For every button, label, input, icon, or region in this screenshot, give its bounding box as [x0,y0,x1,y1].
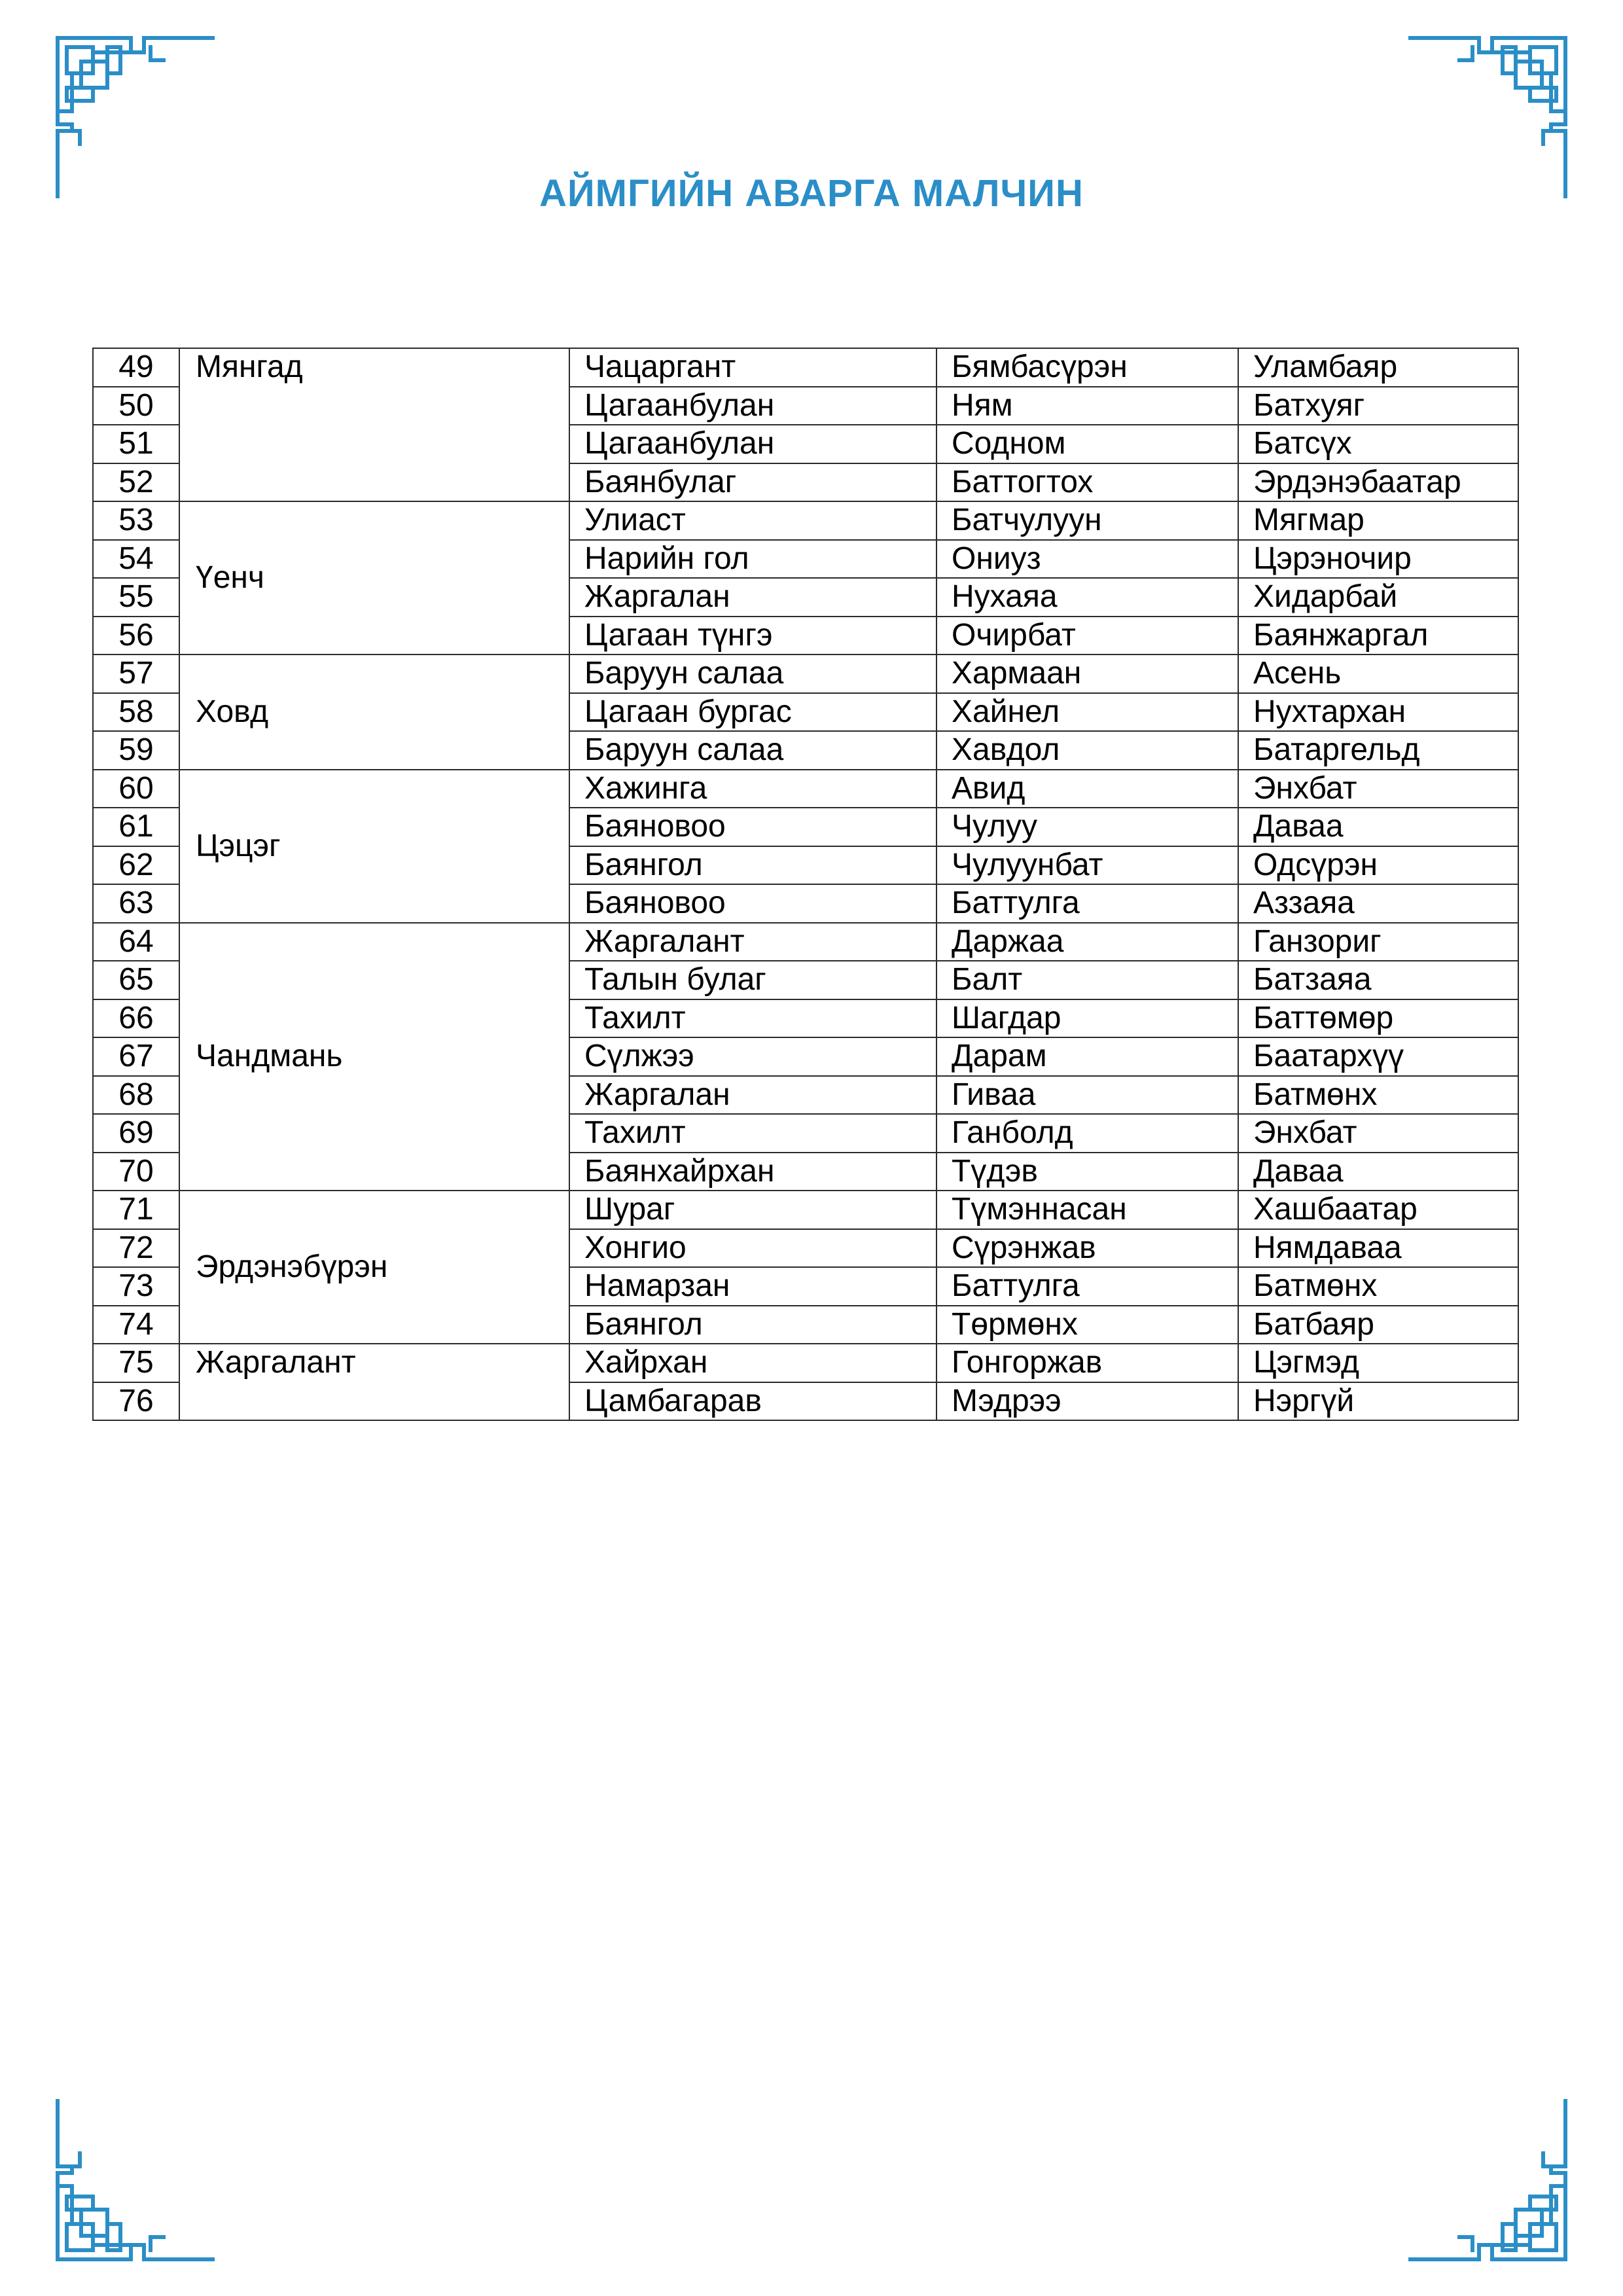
row-number: 70 [93,1153,179,1191]
herder-name: Батчулуун [936,501,1238,540]
row-number: 65 [93,961,179,999]
row-number: 58 [93,693,179,732]
father-name: Аззаяа [1238,884,1518,923]
row-number: 53 [93,501,179,540]
bag-name: Жаргалан [569,1076,936,1115]
row-number: 75 [93,1344,179,1382]
row-number: 55 [93,578,179,617]
father-name: Батхуяг [1238,387,1518,425]
herder-name: Мэдрээ [936,1382,1238,1421]
bag-name: Баянгол [569,846,936,885]
soum-name: Эрдэнэбүрэн [179,1191,569,1344]
row-number: 59 [93,731,179,770]
soum-name: Чандмань [179,923,569,1191]
row-number: 71 [93,1191,179,1229]
bag-name: Баяновоо [569,884,936,923]
row-number: 60 [93,770,179,808]
soum-name: Цэцэг [179,770,569,923]
corner-ornament-bottom-right [1400,2094,1571,2265]
herder-name: Хайнел [936,693,1238,732]
row-number: 57 [93,655,179,693]
herder-name: Бямбасүрэн [936,348,1238,387]
row-number: 54 [93,540,179,579]
herder-name: Хармаан [936,655,1238,693]
father-name: Энхбат [1238,1114,1518,1153]
herder-name: Содном [936,425,1238,463]
father-name: Цэгмэд [1238,1344,1518,1382]
father-name: Батзаяа [1238,961,1518,999]
row-number: 67 [93,1037,179,1076]
father-name: Уламбаяр [1238,348,1518,387]
row-number: 56 [93,617,179,655]
bag-name: Хонгио [569,1229,936,1268]
father-name: Одсүрэн [1238,846,1518,885]
row-number: 76 [93,1382,179,1421]
row-number: 68 [93,1076,179,1115]
bag-name: Цагаан түнгэ [569,617,936,655]
ornament-icon [52,2094,223,2265]
table-row [93,501,1518,540]
soum-name: Ховд [179,655,569,770]
father-name: Батаргельд [1238,731,1518,770]
herder-name: Дарам [936,1037,1238,1076]
bag-name: Намарзан [569,1267,936,1306]
row-number: 73 [93,1267,179,1306]
soum-name: Мянгад [179,348,569,501]
father-name: Эрдэнэбаатар [1238,463,1518,502]
bag-name: Баянгол [569,1306,936,1344]
table-row [93,1191,1518,1229]
herder-name: Түдэв [936,1153,1238,1191]
herder-name: Баттогтох [936,463,1238,502]
bag-name: Цагаанбулан [569,387,936,425]
bag-name: Цагаанбулан [569,425,936,463]
father-name: Ганзориг [1238,923,1518,961]
father-name: Баянжаргал [1238,617,1518,655]
bag-name: Жаргалан [569,578,936,617]
father-name: Нухтархан [1238,693,1518,732]
herder-name: Балт [936,961,1238,999]
herder-name: Ониуз [936,540,1238,579]
bag-name: Сүлжээ [569,1037,936,1076]
herder-name: Сүрэнжав [936,1229,1238,1268]
father-name: Батмөнх [1238,1267,1518,1306]
soum-name: Жаргалант [179,1344,569,1420]
father-name: Энхбат [1238,770,1518,808]
father-name: Мягмар [1238,501,1518,540]
bag-name: Чацаргант [569,348,936,387]
bag-name: Нарийн гол [569,540,936,579]
bag-name: Цамбагарав [569,1382,936,1421]
father-name: Асень [1238,655,1518,693]
bag-name: Талын булаг [569,961,936,999]
father-name: Хидарбай [1238,578,1518,617]
row-number: 63 [93,884,179,923]
row-number: 66 [93,999,179,1038]
father-name: Нямдаваа [1238,1229,1518,1268]
herder-name: Шагдар [936,999,1238,1038]
table-row [93,348,1518,387]
ornament-icon [1400,2094,1571,2265]
bag-name: Улиаст [569,501,936,540]
herder-name: Түмэннасан [936,1191,1238,1229]
father-name: Батмөнх [1238,1076,1518,1115]
herder-name: Баттулга [936,884,1238,923]
father-name: Баттөмөр [1238,999,1518,1038]
row-number: 61 [93,808,179,846]
father-name: Хашбаатар [1238,1191,1518,1229]
row-number: 74 [93,1306,179,1344]
table-row [93,1344,1518,1382]
father-name: Батсүх [1238,425,1518,463]
page-title: АЙМГИЙН АВАРГА МАЛЧИН [539,172,1084,215]
herder-name: Ганболд [936,1114,1238,1153]
table-row [93,655,1518,693]
bag-name: Хайрхан [569,1344,936,1382]
herder-name: Чулуу [936,808,1238,846]
herders-table-body [93,348,1518,1420]
table-row [93,923,1518,961]
herder-name: Гонгоржав [936,1344,1238,1382]
bag-name: Цагаан бургас [569,693,936,732]
row-number: 50 [93,387,179,425]
father-name: Батбаяр [1238,1306,1518,1344]
bag-name: Шураг [569,1191,936,1229]
herder-name: Авид [936,770,1238,808]
bag-name: Баяновоо [569,808,936,846]
row-number: 52 [93,463,179,502]
bag-name: Тахилт [569,1114,936,1153]
father-name: Даваа [1238,808,1518,846]
herder-name: Төрмөнх [936,1306,1238,1344]
row-number: 62 [93,846,179,885]
row-number: 72 [93,1229,179,1268]
bag-name: Тахилт [569,999,936,1038]
bag-name: Хажинга [569,770,936,808]
herder-name: Баттулга [936,1267,1238,1306]
row-number: 51 [93,425,179,463]
bag-name: Баруун салаа [569,655,936,693]
herders-table [92,348,1519,1421]
herder-name: Ням [936,387,1238,425]
herder-name: Хавдол [936,731,1238,770]
father-name: Баатархүү [1238,1037,1518,1076]
herder-name: Чулуунбат [936,846,1238,885]
father-name: Даваа [1238,1153,1518,1191]
row-number: 64 [93,923,179,961]
herder-name: Даржаа [936,923,1238,961]
herder-name: Гиваа [936,1076,1238,1115]
herder-name: Очирбат [936,617,1238,655]
father-name: Нэргүй [1238,1382,1518,1421]
corner-ornament-bottom-left [52,2094,223,2265]
table-row [93,770,1518,808]
bag-name: Баянбулаг [569,463,936,502]
row-number: 69 [93,1114,179,1153]
bag-name: Баянхайрхан [569,1153,936,1191]
soum-name: Үенч [179,501,569,655]
father-name: Цэрэночир [1238,540,1518,579]
herder-name: Нухаяа [936,578,1238,617]
row-number: 49 [93,348,179,387]
bag-name: Жаргалант [569,923,936,961]
bag-name: Баруун салаа [569,731,936,770]
